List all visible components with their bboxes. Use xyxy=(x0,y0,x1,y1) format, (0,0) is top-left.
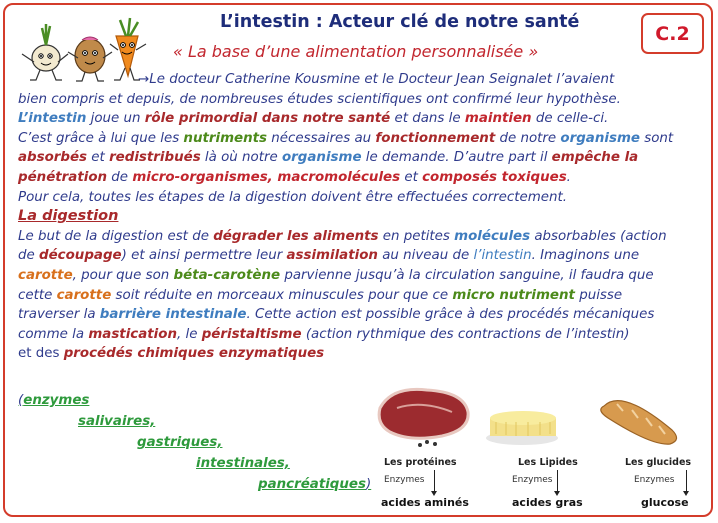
enzyme-item: gastriques, xyxy=(137,435,223,450)
text-line: Pour cela, toutes les étapes de la digestion doivent être effectuées correctement. xyxy=(18,189,568,205)
section-heading: La digestion xyxy=(18,208,119,225)
text-line: bien compris et depuis, de nombreuses études scientifiques ont confirmé leur hypothèse. xyxy=(18,91,621,107)
food-images-icon xyxy=(372,378,707,453)
text-line: L’intestin joue un rôle primordial dans notre santé et dans le maintien de celle-ci. xyxy=(18,111,609,127)
enzyme-item: salivaires, xyxy=(78,414,156,429)
page-subtitle: « La base d’une alimentation personnalisée » xyxy=(173,42,539,61)
enzyme-label: Enzymes xyxy=(634,475,675,485)
food-label: Les glucides xyxy=(625,457,692,468)
text-line: et des procédés chimiques enzymatiques xyxy=(18,346,325,362)
text-line: pénétration de micro-organismes, macromolécules et composés toxiques. xyxy=(18,169,571,185)
text-line: traverser la barrière intestinale. Cette action est possible grâce à des procédés mécaniques xyxy=(18,307,655,323)
food-label: Les Lipides xyxy=(518,457,578,468)
result-label: acides aminés xyxy=(381,496,469,509)
body-text xyxy=(18,70,703,364)
text-line: →Le docteur Catherine Kousmine et le Docteur Jean Seignalet l’avaient xyxy=(138,72,615,87)
text-line: comme la mastication, le péristaltisme (action rythmique des contractions de l’intestin) xyxy=(18,326,630,342)
enzyme-label: Enzymes xyxy=(384,475,425,485)
down-arrow-icon xyxy=(686,470,687,492)
text-line: de découpage) et ainsi permettre leur assimilation au niveau de l’intestin. Imaginons une xyxy=(18,248,640,264)
down-arrow-icon xyxy=(434,470,435,492)
enzyme-item: pancréatiques) xyxy=(258,477,372,492)
text-line: Le but de la digestion est de dégrader les aliments en petites molécules absorbables (action xyxy=(18,228,667,244)
enzyme-label: Enzymes xyxy=(512,475,553,485)
text-line: C’est grâce à lui que les nutriments nécessaires au fonctionnement de notre organisme sont xyxy=(18,130,674,146)
enzyme-item: intestinales, xyxy=(196,456,290,471)
enzyme-item: (enzymes xyxy=(18,393,90,408)
foods-panel xyxy=(372,378,707,512)
result-label: acides gras xyxy=(512,496,583,509)
arrow-icon: → xyxy=(138,72,150,87)
page-title: L’intestin : Acteur clé de notre santé xyxy=(220,12,580,32)
text-line: cette carotte soit réduite en morceaux minuscules pour que ce micro nutriment puisse xyxy=(18,287,623,303)
text-line: carotte, pour que son béta-carotène parvienne jusqu’à la circulation sanguine, il faudra que xyxy=(18,267,654,283)
result-label: glucose xyxy=(641,496,689,509)
text-line: absorbés et redistribués là où notre organisme le demande. D’autre part il empêche la xyxy=(18,150,639,166)
down-arrow-icon xyxy=(557,470,558,492)
section-badge: C.2 xyxy=(641,13,704,54)
food-label: Les protéines xyxy=(384,457,457,468)
